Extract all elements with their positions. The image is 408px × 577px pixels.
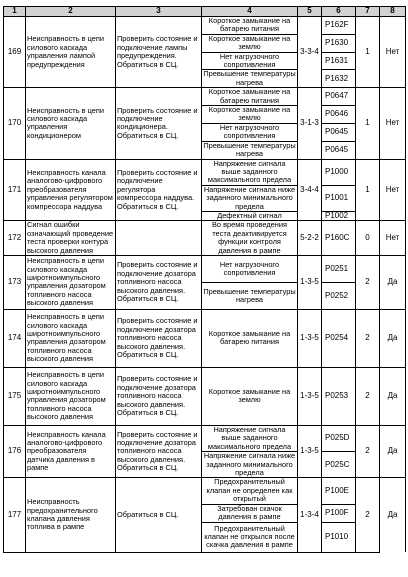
fault-condition: Нет нагрузочного сопротивления xyxy=(202,52,298,70)
row-number: 173 xyxy=(4,255,26,309)
obd-code: P0254 xyxy=(322,309,356,367)
fault-description: Неисправность канала аналогово-цифрового преобразователя датчика давления в рампе xyxy=(26,425,116,477)
fault-condition: Короткое замыкание на землю xyxy=(202,106,298,124)
fault-condition: Короткое замыкание на батарею питания xyxy=(202,88,298,106)
column-8-value: Да xyxy=(380,367,406,425)
fault-condition: Напряжение сигнала ниже заданного минимального предела xyxy=(202,185,298,211)
recommended-action: Обратиться в СЦ. xyxy=(116,478,202,552)
recommended-action: Проверить состояние и подключение дозатора топливного насоса высокого давления. Обратиться в СЦ. xyxy=(116,255,202,309)
fault-condition: Нет нагрузочного сопротивления xyxy=(202,123,298,141)
column-7-value: 2 xyxy=(356,478,380,552)
fault-description: Неисправность канала аналогово-цифрового преобразователя управления регулятором компрессора наддува xyxy=(26,159,116,221)
row-number: 172 xyxy=(4,221,26,256)
table-row xyxy=(4,425,406,451)
fault-condition: Короткое замыкание на батарею питания xyxy=(202,17,298,35)
fault-condition: Дефектный сигнал xyxy=(202,211,298,220)
fault-condition: Предохранительный клапан не открылся после скачка давления в рампе xyxy=(202,522,298,552)
obd-code: P162F xyxy=(322,17,356,35)
blink-code: 3-3-4 xyxy=(298,17,322,88)
obd-code: P1010 xyxy=(322,522,356,552)
column-8-value: Да xyxy=(380,255,406,309)
column-8-value: Да xyxy=(380,309,406,367)
fault-condition: Превышение температуры нагрева xyxy=(203,69,296,87)
table-header-row xyxy=(4,7,406,17)
column-7-value: 1 xyxy=(356,88,380,159)
obd-code: P100F xyxy=(322,504,356,522)
obd-code: P160C xyxy=(322,221,356,256)
column-8-value: Нет xyxy=(380,221,406,256)
blink-code: 1-3-5 xyxy=(298,425,322,477)
blink-code: 5-2-2 xyxy=(298,221,322,256)
blink-code: 3-1-3 xyxy=(298,88,322,159)
table-row xyxy=(4,367,406,425)
fault-description: Неисправность в цепи силового каскада широтноимпульсного управления дозатором топливного насоса высокого давления xyxy=(26,367,116,425)
obd-code: P1002 xyxy=(322,211,356,220)
obd-code: P1631 xyxy=(322,52,356,70)
fault-codes-table xyxy=(3,6,406,553)
fault-condition: Затребован скачок давления в рампе xyxy=(202,504,298,522)
column-header: 6 xyxy=(322,7,356,17)
obd-code: P1630 xyxy=(322,34,356,52)
blink-code: 1-3-5 xyxy=(298,367,322,425)
fault-condition: Превышение температуры нагрева xyxy=(203,141,296,159)
column-header: 7 xyxy=(356,7,380,17)
table-row xyxy=(4,17,406,35)
table-row xyxy=(4,255,406,282)
row-number: 171 xyxy=(4,159,26,221)
row-number: 177 xyxy=(4,478,26,552)
column-7-value: 1 xyxy=(356,159,380,221)
row-number: 175 xyxy=(4,367,26,425)
column-7-value: 2 xyxy=(356,255,380,309)
fault-description: Неисправность в цепи силового каскада широтноимпульсного управления дозатором топливного насоса высокого давления xyxy=(26,255,116,309)
column-header: 4 xyxy=(202,7,298,17)
table-row xyxy=(4,221,406,256)
obd-code: P0251 xyxy=(322,255,356,282)
recommended-action: Проверить состояние и подключение кондиционера. Обратиться в СЦ. xyxy=(116,88,202,159)
fault-condition: Превышение температуры нагрева xyxy=(202,282,298,309)
column-7-value: 0 xyxy=(356,221,380,256)
column-8-value: Нет xyxy=(380,88,406,159)
fault-condition: Короткое замыкание на землю xyxy=(202,367,298,425)
blink-code: 1-3-4 xyxy=(298,478,322,552)
recommended-action: Проверить состояние и подключение регулятора компрессора наддува. Обратиться в СЦ. xyxy=(116,159,202,221)
obd-code: P0253 xyxy=(322,367,356,425)
fault-condition: Напряжение сигнала выше заданного максимального предела xyxy=(202,159,298,185)
recommended-action: Проверить состояние и подключение лампы предупреждения. Обратиться в СЦ. xyxy=(116,17,202,88)
column-header: 3 xyxy=(116,7,202,17)
fault-description: Неисправность в цепи силового каскада широтноимпульсного управления дозатором топливного насоса высокого давления xyxy=(26,309,116,367)
fault-condition: Напряжение сигнала выше заданного максимального предела xyxy=(202,425,298,451)
obd-code: P025C xyxy=(322,452,356,478)
obd-code: P0647 xyxy=(322,88,356,106)
fault-condition: Напряжение сигнала ниже заданного минимального предела xyxy=(202,452,298,478)
table-row xyxy=(4,88,406,106)
fault-condition: Во время проведения теста деактивируется функции контроля давления в рампе xyxy=(202,221,298,256)
table-row xyxy=(4,478,406,504)
blink-code: 3-4-4 xyxy=(298,159,322,221)
column-8-value: Да xyxy=(380,478,406,552)
obd-code: P0646 xyxy=(322,106,356,124)
fault-condition: Короткое замыкание на батарею питания xyxy=(202,309,298,367)
row-number: 174 xyxy=(4,309,26,367)
row-number: 176 xyxy=(4,425,26,477)
column-7-value: 2 xyxy=(356,367,380,425)
column-8-value: Да xyxy=(380,425,406,477)
column-7-value: 2 xyxy=(356,309,380,367)
recommended-action xyxy=(116,221,202,256)
recommended-action: Проверить состояние и подключение дозатора топливного насоса высокого давления. Обратиться в СЦ. xyxy=(116,367,202,425)
row-number: 169 xyxy=(4,17,26,88)
fault-description: Неисправность в цепи силового каскада управления лампой предупреждения xyxy=(26,17,116,88)
column-header: 2 xyxy=(26,7,116,17)
obd-code: P100E xyxy=(322,478,356,504)
column-header: 5 xyxy=(298,7,322,17)
obd-code: P1001 xyxy=(322,185,356,211)
column-header: 1 xyxy=(4,7,26,17)
column-header: 8 xyxy=(380,7,406,17)
blink-code: 1-3-5 xyxy=(298,255,322,309)
fault-condition: Короткое замыкание на землю xyxy=(202,34,298,52)
obd-code: P1632 xyxy=(322,70,356,88)
obd-code: P0645 xyxy=(322,141,356,159)
table-row xyxy=(4,309,406,367)
obd-code: P0252 xyxy=(322,282,356,309)
fault-condition: Нет нагрузочного сопротивления xyxy=(202,255,298,282)
obd-code: P0645 xyxy=(322,123,356,141)
recommended-action: Проверить состояние и подключение дозатора топливного насоса высокого давления. Обратиться в СЦ. xyxy=(116,425,202,477)
column-8-value: Нет xyxy=(380,159,406,221)
column-8-value: Нет xyxy=(380,17,406,88)
fault-description: Сигнал ошибки означающий проведение теста проверки контура высокого давления xyxy=(26,221,116,256)
column-7-value: 1 xyxy=(356,17,380,88)
fault-condition: Предохранительный клапан не определен как открытый xyxy=(202,478,298,504)
column-7-value: 2 xyxy=(356,425,380,477)
recommended-action: Проверить состояние и подключение дозатора топливного насоса высокого давления. Обратиться в СЦ. xyxy=(116,309,202,367)
blink-code: 1-3-5 xyxy=(298,309,322,367)
row-number: 170 xyxy=(4,88,26,159)
fault-description: Неисправность предохранительного клапана давления топлива в рампе xyxy=(26,478,116,552)
obd-code: P1000 xyxy=(322,159,356,185)
fault-description: Неисправность в цепи силового каскада управления кондиционером xyxy=(26,88,116,159)
obd-code: P025D xyxy=(322,425,356,451)
table-row xyxy=(4,159,406,185)
